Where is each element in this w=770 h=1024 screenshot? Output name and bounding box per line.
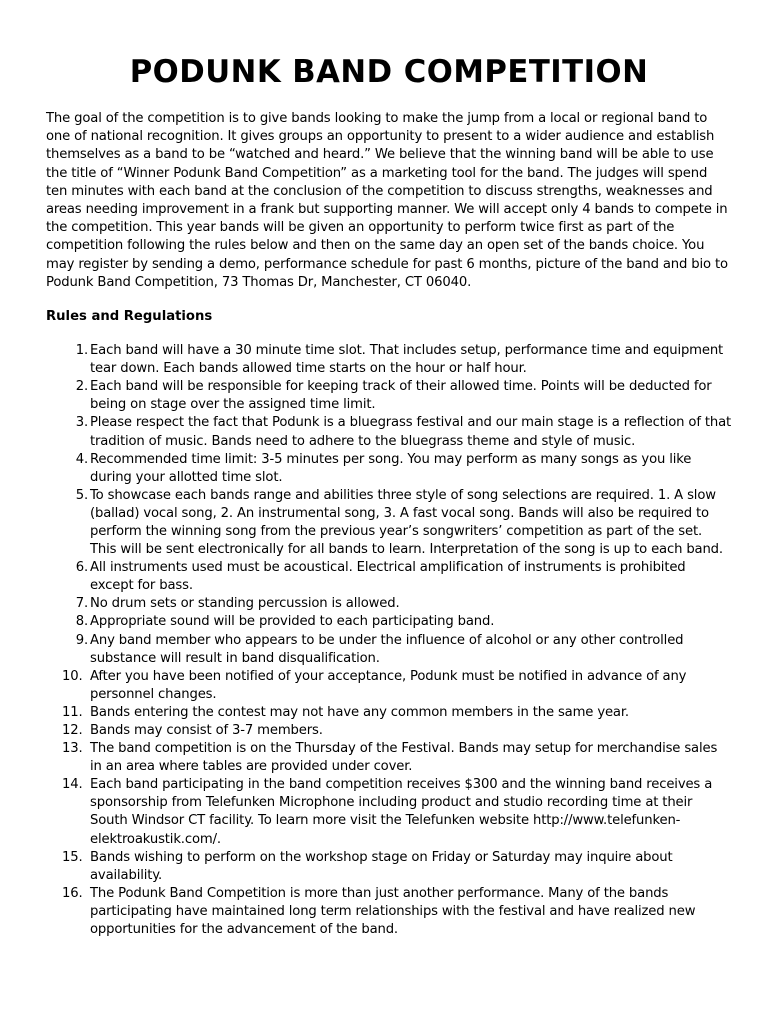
rule-text: The Podunk Band Competition is more than just another performance. Many of the bands participating have maintained long term relationships with the festival and have realized new opportunities for the advancement of the band. (90, 885, 696, 938)
page-title: PODUNK BAND COMPETITION (129, 54, 649, 90)
rule-number: 6. (75, 560, 88, 576)
rule-number: 4. (75, 451, 88, 467)
rule-item (46, 487, 732, 559)
rule-item (46, 776, 732, 848)
rules-heading: Rules and Regulations (46, 309, 213, 325)
rule-text: Any band member who appears to be under the influence of alcohol or any other controlled substance will result in band disqualification. (90, 632, 684, 666)
rules-list (46, 342, 732, 939)
rule-number: 14. (62, 777, 83, 793)
rule-item (46, 451, 732, 487)
rule-text: All instruments used must be acoustical. Electrical amplification of instruments is prohibited except for bass. (90, 560, 686, 594)
rule-text: Appropriate sound will be provided to each participating band. (90, 614, 495, 630)
intro-paragraph: The goal of the competition is to give bands looking to make the jump from a local or regional band to one of national recognition. It gives groups an opportunity to present to a wider audience and establish themselves as a band to be “watched and heard.” We believe that the winning band will be able to use the title of “Winner Podunk Band Competition” as a marketing tool for the band. The judges will spend ten minutes with each band at the conclusion of the competition to discuss strengths, weaknesses and areas needing improvement in a frank but supporting manner. We will accept only 4 bands to compete in the competition. This year bands will be given an opportunity to perform twice first as part of the competition following the rules below and then on the same day an open set of the bands choice. You may register by sending a demo, performance schedule for past 6 months, picture of the band and bio to Podunk Band Competition, 73 Thomas Dr, Manchester, CT 06040. (46, 111, 728, 290)
rule-item (46, 632, 732, 668)
rule-number: 13. (62, 741, 83, 757)
document-page (46, 54, 732, 939)
rule-text: Please respect the fact that Podunk is a bluegrass festival and our main stage is a reflection of that tradition of music. Bands need to adhere to the bluegrass theme and style of music. (90, 415, 732, 449)
rule-item (46, 740, 732, 776)
rule-text: After you have been notified of your acceptance, Podunk must be notified in advance of any personnel changes. (90, 668, 687, 702)
rule-text: Each band participating in the band competition receives $300 and the winning band receives a sponsorship from Telefunken Microphone including product and studio recording time at their South Windsor CT facility. To learn more visit the Telefunken website http://www.telefunken-elektroakustik.com/. (90, 777, 713, 847)
rule-item (46, 704, 732, 722)
rule-item (46, 342, 732, 378)
rule-item (46, 885, 732, 939)
rule-number: 7. (75, 596, 88, 612)
rule-item (46, 849, 732, 885)
rule-item (46, 378, 732, 414)
rule-number: 3. (75, 415, 88, 431)
rule-text: Recommended time limit: 3-5 minutes per song. You may perform as many songs as you like during your allotted time slot. (90, 451, 692, 485)
rule-text: Each band will have a 30 minute time slot. That includes setup, performance time and equipment tear down. Each bands allowed time starts on the hour or half hour. (90, 343, 724, 377)
rule-number: 12. (62, 723, 83, 738)
rule-item (46, 595, 732, 613)
rule-text: Each band will be responsible for keeping track of their allowed time. Points will be deducted for being on stage over the assigned time limit. (90, 379, 712, 413)
rule-number: 16. (62, 885, 83, 901)
rule-number: 9. (75, 632, 88, 648)
rule-number: 5. (75, 487, 88, 503)
rule-item (46, 668, 732, 704)
rule-number: 11. (62, 704, 83, 720)
rule-number: 8. (75, 614, 88, 630)
rule-text: The band competition is on the Thursday of the Festival. Bands may setup for merchandise sales in an area where tables are provided under cover. (90, 741, 718, 775)
rule-number: 1. (75, 343, 88, 359)
rule-number: 15. (62, 849, 83, 865)
rule-text: Bands may consist of 3-7 members. (90, 723, 323, 738)
rule-item (46, 559, 732, 595)
rule-number: 10. (62, 668, 83, 684)
rule-text: To showcase each bands range and abilities three style of song selections are required. 1. A slow (ballad) vocal song, 2. An instrumental song, 3. A fast vocal song. Bands will also be required to perform the winning song from the previous year’s songwriters’ competition as part of the set. This will be sent electronically for all bands to learn. Interpretation of the song is up to each band. (90, 487, 723, 558)
rule-item (46, 722, 732, 740)
rule-item (46, 414, 732, 450)
rule-item (46, 613, 732, 631)
rule-text: No drum sets or standing percussion is allowed. (90, 596, 400, 612)
rule-number: 2. (75, 379, 88, 395)
rule-text: Bands wishing to perform on the workshop stage on Friday or Saturday may inquire about availability. (90, 849, 673, 883)
rule-text: Bands entering the contest may not have any common members in the same year. (90, 704, 629, 720)
